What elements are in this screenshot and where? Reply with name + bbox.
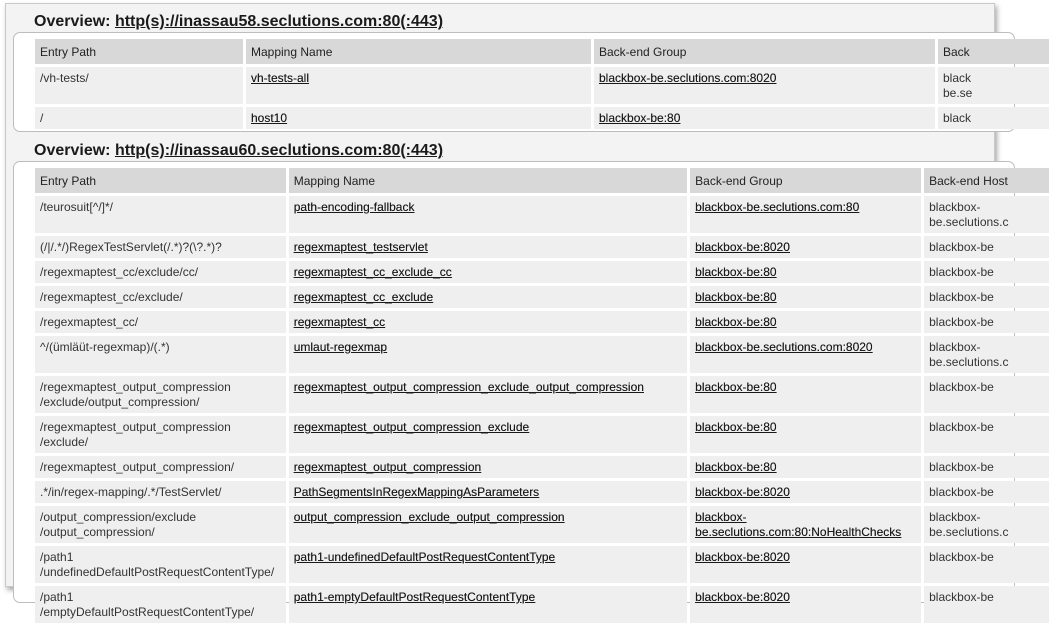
column-header-mapping-name: Mapping Name: [246, 39, 591, 64]
mapping-name-link[interactable]: regexmaptest_cc_exclude: [293, 290, 434, 304]
table-header-row: [35, 168, 1049, 193]
column-header-backend-host: Back-end Host: [924, 168, 1049, 193]
backend-group-cell: [690, 586, 921, 623]
mapping-name-cell: [289, 336, 687, 373]
section-title-2: [34, 142, 443, 160]
backend-host-cell: blackbox-be: [924, 481, 1049, 503]
mapping-name-cell: [289, 376, 687, 413]
table-row: [35, 376, 1049, 413]
backend-host-cell: blackbox-be: [924, 286, 1049, 308]
entry-path-cell: /regexmaptest_output_compression /exclude/output_compression/: [35, 376, 286, 413]
entry-path-cell: /regexmaptest_cc/exclude/cc/: [35, 261, 286, 283]
table-row: [35, 261, 1049, 283]
backend-host-cell: blackbox-be: [924, 261, 1049, 283]
backend-group-cell: [690, 311, 921, 333]
table-row: [35, 236, 1049, 258]
mapping-name-cell: [246, 107, 591, 129]
backend-group-cell: [690, 336, 921, 373]
backend-group-cell: [690, 506, 921, 543]
backend-host-cell: blackbox-be: [924, 586, 1049, 623]
table-row: [35, 481, 1049, 503]
backend-group-link[interactable]: blackbox-be:80: [695, 290, 777, 304]
table-row: [35, 107, 1049, 129]
column-header-backend-group: Back-end Group: [690, 168, 921, 193]
column-header-backend-host: Back: [938, 39, 1049, 64]
table-row: [35, 416, 1049, 453]
backend-group-link[interactable]: blackbox-be:80: [695, 265, 777, 279]
mapping-name-cell: [289, 586, 687, 623]
mapping-name-cell: [289, 546, 687, 583]
section-title-prefix: Overview:: [34, 142, 115, 159]
backend-group-link[interactable]: blackbox-be:8020: [695, 240, 790, 254]
section-title-prefix: Overview:: [34, 13, 115, 30]
mapping-name-cell: [289, 236, 687, 258]
backend-group-link[interactable]: blackbox-be:8020: [695, 485, 790, 499]
mapping-name-cell: [289, 311, 687, 333]
table-row: [35, 456, 1049, 478]
window-frame: [5, 3, 1009, 619]
backend-group-link[interactable]: blackbox- be.seclutions.com:80:NoHealthChecks: [695, 510, 902, 539]
table-header-row: [35, 39, 1049, 64]
backend-group-link[interactable]: blackbox-be:80: [695, 315, 777, 329]
backend-host-cell: blackbox-be: [924, 456, 1049, 478]
table-row: [35, 506, 1049, 543]
mapping-name-cell: [289, 261, 687, 283]
mapping-name-link[interactable]: regexmaptest_testservlet: [293, 240, 428, 254]
mapping-name-cell: [289, 481, 687, 503]
backend-host-cell: black: [938, 107, 1049, 129]
backend-host-cell: blackbox- be.seclutions.c: [924, 336, 1049, 373]
backend-host-cell: blackbox- be.seclutions.c: [924, 196, 1049, 233]
entry-path-cell: ^/(ümläüt-regexmap)/(.*): [35, 336, 286, 373]
table-row: [35, 546, 1049, 583]
backend-group-cell: [690, 196, 921, 233]
mapping-name-link[interactable]: path1-undefinedDefaultPostRequestContentType: [293, 550, 556, 564]
entry-path-cell: /path1 /undefinedDefaultPostRequestContentType/: [35, 546, 286, 583]
column-header-mapping-name: Mapping Name: [289, 168, 687, 193]
backend-group-cell: [690, 481, 921, 503]
entry-path-cell: /regexmaptest_output_compression/: [35, 456, 286, 478]
backend-group-cell: [690, 286, 921, 308]
backend-group-cell: [690, 261, 921, 283]
backend-host-cell: black be.se: [938, 67, 1049, 104]
entry-path-cell: /teurosuit[^/]*/: [35, 196, 286, 233]
mapping-name-link[interactable]: regexmaptest_cc: [293, 315, 386, 329]
mapping-name-link[interactable]: host10: [251, 111, 288, 125]
mapping-name-link[interactable]: umlaut-regexmap: [293, 340, 388, 354]
table-row: [35, 196, 1049, 233]
backend-host-cell: blackbox-be: [924, 311, 1049, 333]
backend-group-link[interactable]: blackbox-be:80: [695, 380, 777, 394]
backend-group-cell: [594, 107, 935, 129]
mapping-name-cell: [289, 286, 687, 308]
backend-group-link[interactable]: blackbox-be:8020: [695, 550, 790, 564]
mapping-name-link[interactable]: regexmaptest_output_compression_exclude: [293, 420, 530, 434]
mapping-name-link[interactable]: regexmaptest_output_compression: [293, 460, 482, 474]
entry-path-cell: /: [35, 107, 243, 129]
backend-group-cell: [594, 67, 935, 104]
backend-group-link[interactable]: blackbox-be.seclutions.com:80: [695, 200, 860, 214]
backend-host-cell: blackbox-be: [924, 416, 1049, 453]
table-row: [35, 336, 1049, 373]
section-title-1: [34, 13, 443, 31]
entry-path-cell: /regexmaptest_output_compression /exclude/: [35, 416, 286, 453]
mapping-name-cell: [289, 506, 687, 543]
entry-path-cell: (/|/.*/)RegexTestServlet(/.*)?(\?.*)?: [35, 236, 286, 258]
backend-group-link[interactable]: blackbox-be.seclutions.com:8020: [695, 340, 873, 354]
column-header-entry-path: Entry Path: [35, 168, 286, 193]
entry-path-cell: /output_compression/exclude /output_compression/: [35, 506, 286, 543]
mapping-name-cell: [246, 67, 591, 104]
mapping-name-link[interactable]: PathSegmentsInRegexMappingAsParameters: [293, 485, 540, 499]
vhost-url-link[interactable]: http(s)://inassau58.seclutions.com:80(:443): [114, 13, 444, 30]
table-row: [35, 286, 1049, 308]
backend-group-link[interactable]: blackbox-be:80: [695, 460, 777, 474]
backend-group-cell: [690, 546, 921, 583]
mapping-name-link[interactable]: output_compression_exclude_output_compression: [293, 510, 565, 524]
entry-path-cell: /vh-tests/: [35, 67, 243, 104]
mapping-table-2: [32, 165, 1052, 626]
mapping-name-cell: [289, 456, 687, 478]
mapping-name-cell: [289, 196, 687, 233]
backend-host-cell: blackbox-be: [924, 236, 1049, 258]
entry-path-cell: /path1 /emptyDefaultPostRequestContentType/: [35, 586, 286, 623]
backend-group-cell: [690, 376, 921, 413]
mapping-name-link[interactable]: path-encoding-fallback: [293, 200, 415, 214]
backend-host-cell: blackbox-be: [924, 546, 1049, 583]
backend-group-link[interactable]: blackbox-be.seclutions.com:8020: [599, 71, 777, 85]
vhost-url-link[interactable]: http(s)://inassau60.seclutions.com:80(:443): [114, 142, 444, 159]
entry-path-cell: /regexmaptest_cc/exclude/: [35, 286, 286, 308]
mapping-name-link[interactable]: regexmaptest_output_compression_exclude_output_compression: [293, 380, 644, 394]
mapping-table-1: [32, 36, 1052, 132]
backend-host-cell: blackbox- be.seclutions.c: [924, 506, 1049, 543]
backend-group-link[interactable]: blackbox-be:80: [599, 111, 681, 125]
entry-path-cell: .*/in/regex-mapping/.*/TestServlet/: [35, 481, 286, 503]
table-row: [35, 67, 1049, 104]
table-row: [35, 311, 1049, 333]
mapping-name-link[interactable]: vh-tests-all: [251, 71, 310, 85]
backend-host-cell: blackbox-be: [924, 376, 1049, 413]
backend-group-link[interactable]: blackbox-be:80: [695, 420, 777, 434]
backend-group-cell: [690, 236, 921, 258]
table-row: [35, 586, 1049, 623]
column-header-backend-group: Back-end Group: [594, 39, 935, 64]
mapping-name-link[interactable]: path1-emptyDefaultPostRequestContentType: [293, 590, 536, 604]
column-header-entry-path: Entry Path: [35, 39, 243, 64]
entry-path-cell: /regexmaptest_cc/: [35, 311, 286, 333]
mapping-name-cell: [289, 416, 687, 453]
mapping-name-link[interactable]: regexmaptest_cc_exclude_cc: [293, 265, 452, 279]
backend-group-link[interactable]: blackbox-be:8020: [695, 590, 790, 604]
backend-group-cell: [690, 456, 921, 478]
backend-group-cell: [690, 416, 921, 453]
